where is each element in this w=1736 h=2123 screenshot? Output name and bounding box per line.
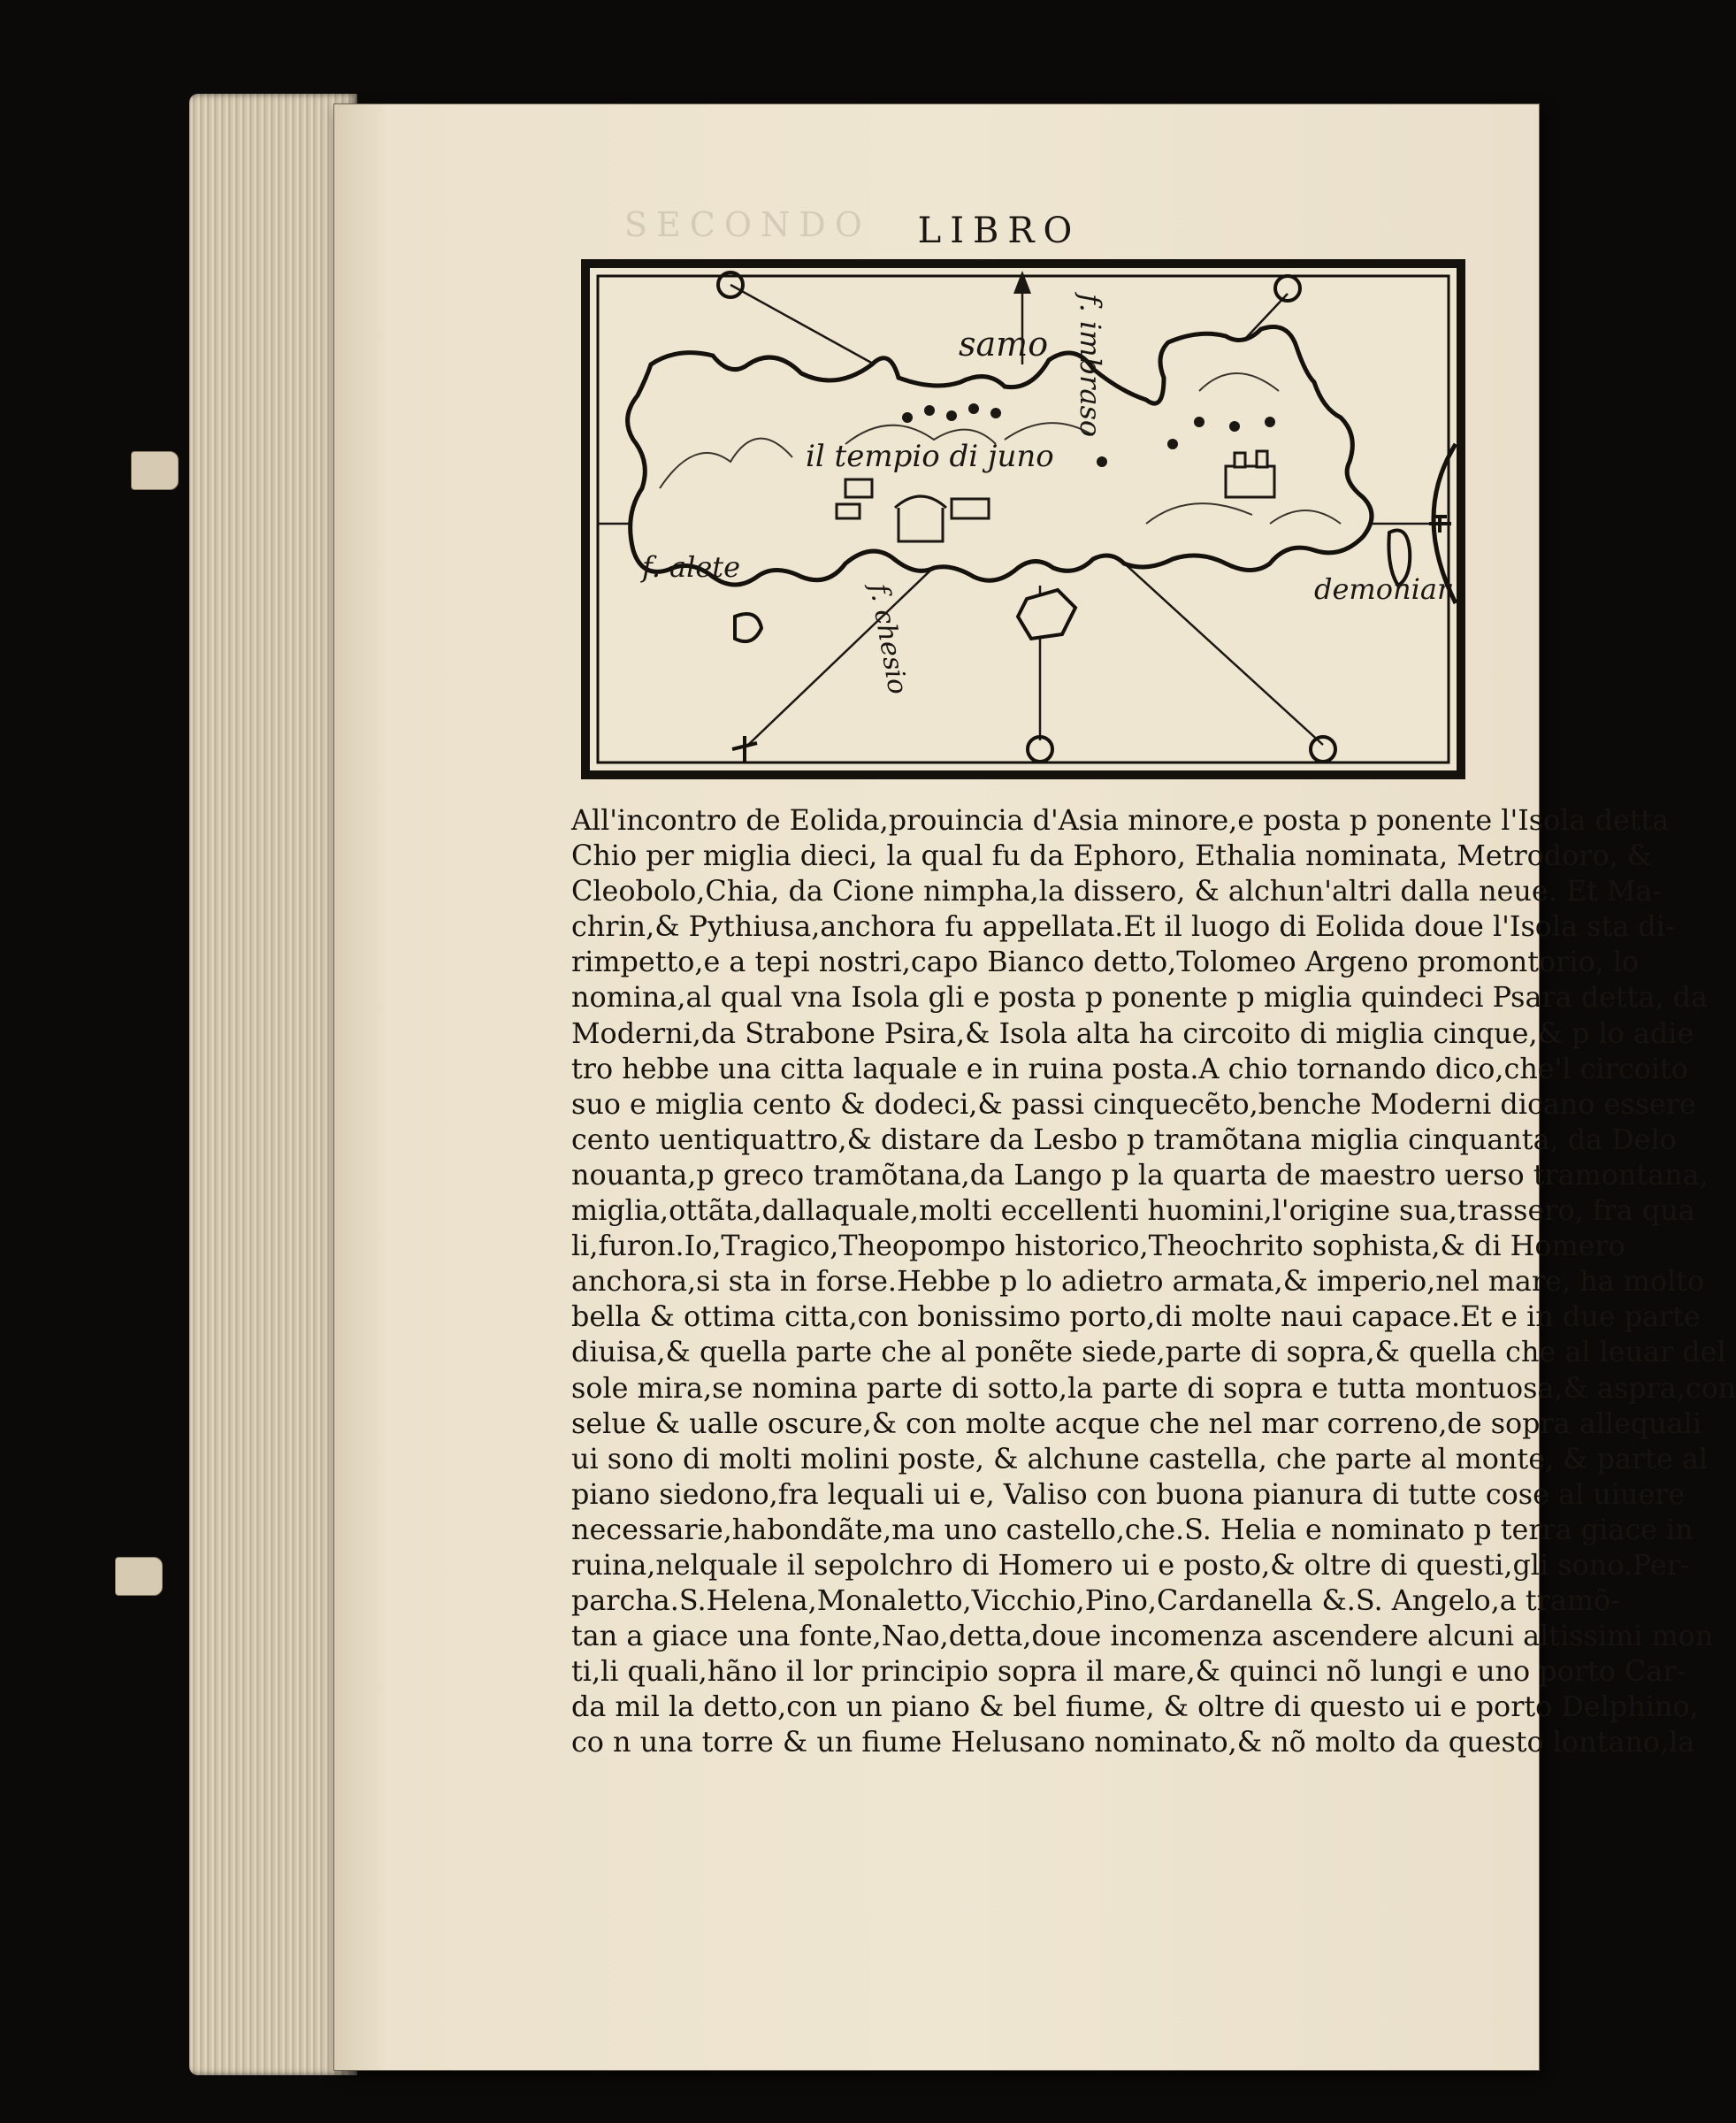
islet-west <box>735 614 761 641</box>
text-line: nomina,al qual vna Isola gli e posta p ponente p miglia quindeci Psara detta, da <box>571 981 1708 1015</box>
text-line: Moderni,da Strabone Psira,& Isola alta ha circoito di miglia cinque,& p lo adie <box>571 1016 1694 1050</box>
page-tab-marker <box>115 1557 163 1596</box>
text-line: All'incontro de Eolida,prouincia d'Asia minore,e posta p ponente l'Isola detta <box>571 804 1670 837</box>
text-line: tan a giace una fonte,Nao,detta,doue incomenza ascendere alcuni altissimi mon <box>571 1620 1714 1653</box>
text-line: Chio per miglia dieci, la qual fu da Ephoro, Ethalia nominata, Metrodoro, & <box>571 839 1653 873</box>
text-line: diuisa,& quella parte che al ponẽte siede,parte di sopra,& quella che al leuar del <box>571 1336 1726 1369</box>
text-line: Cleobolo,Chia, da Cione nimpha,la dissero, & alchun'altri dalla neue. Et Ma- <box>571 875 1663 908</box>
running-head: LIBRO <box>917 211 1082 251</box>
text-line: cento uentiquattro,& distare da Lesbo p tramõtana miglia cinquanta, da Delo <box>571 1123 1677 1156</box>
text-line: ti,li quali,hãno il lor principio sopra il mare,& quinci nõ lungi e uno porto Car- <box>571 1655 1686 1689</box>
label-tempio: il tempio di juno <box>806 439 1054 474</box>
text-line: necessarie,habondãte,ma uno castello,che.S. Helia e nominato p terra giace in <box>571 1513 1694 1546</box>
text-line: parcha.S.Helena,Monaletto,Vicchio,Pino,Cardanella &.S. Angelo,a tramõ- <box>571 1584 1620 1618</box>
book-page-edges <box>189 94 357 2075</box>
label-alete: f. alete <box>642 550 741 584</box>
text-line: nouanta,p greco tramõtana,da Lango p la quarta de maestro uerso tramontana, <box>571 1158 1709 1192</box>
label-imbraso: f. imbraso <box>1074 294 1107 438</box>
map-illustration <box>580 258 1466 780</box>
text-line: suo e miglia cento & dodeci,& passi cinquecẽto,benche Moderni dicano essere <box>571 1087 1696 1121</box>
text-line: bella & ottima citta,con bonissimo porto,di molte naui capace.Et e in due parte <box>571 1300 1701 1334</box>
woodcut-map <box>580 258 1466 780</box>
text-line: sole mira,se nomina parte di sotto,la parte di sopra e tutta montuosa,& aspra,con <box>571 1371 1736 1405</box>
text-line: ui sono di molti molini poste, & alchune castella, che parte al monte, & parte al <box>571 1442 1708 1475</box>
page-body-text <box>571 803 1736 1761</box>
text-line: piano siedono,fra lequali ui e, Valiso con buona pianura di tutte cose al uiuere <box>571 1477 1686 1511</box>
label-chesio: f. chesio <box>863 581 914 697</box>
show-through-heading: SECONDO <box>624 205 871 244</box>
text-line: li,furon.Io,Tragico,Theopompo historico,Theochrito sophista,& di Homero <box>571 1230 1625 1263</box>
label-samo: samo <box>959 325 1049 364</box>
text-line: tro hebbe una citta laquale e in ruina posta.A chio tornando dico,che'l circoito <box>571 1052 1688 1085</box>
text-line: rimpetto,e a tepi nostri,capo Bianco detto,Tolomeo Argeno promontorio, lo <box>571 946 1640 979</box>
text-line: ruina,nelquale il sepolchro di Homero ui e posto,& oltre di questi,gli sono.Per- <box>571 1548 1690 1582</box>
text-line: miglia,ottãta,dallaquale,molti eccellenti huomini,l'origine sua,trassero, fra qua <box>571 1194 1695 1228</box>
label-demoniar: demoniar <box>1314 572 1451 606</box>
text-line: selue & ualle oscure,& con molte acque che nel mar correno,de sopra allequali <box>571 1406 1702 1440</box>
text-line: co n una torre & un fiume Helusano nominato,& nõ molto da questo lontano,la <box>571 1726 1695 1759</box>
page-tab-marker <box>131 451 179 490</box>
text-line: da mil la detto,con un piano & bel fiume, & oltre di questo ui e porto Delphino, <box>571 1690 1699 1724</box>
text-line: anchora,si sta in forse.Hebbe p lo adietro armata,& imperio,nel mare, ha molto <box>571 1265 1705 1299</box>
text-line: chrin,& Pythiusa,anchora fu appellata.Et il luogo di Eolida doue l'Isola sta di- <box>571 910 1675 944</box>
